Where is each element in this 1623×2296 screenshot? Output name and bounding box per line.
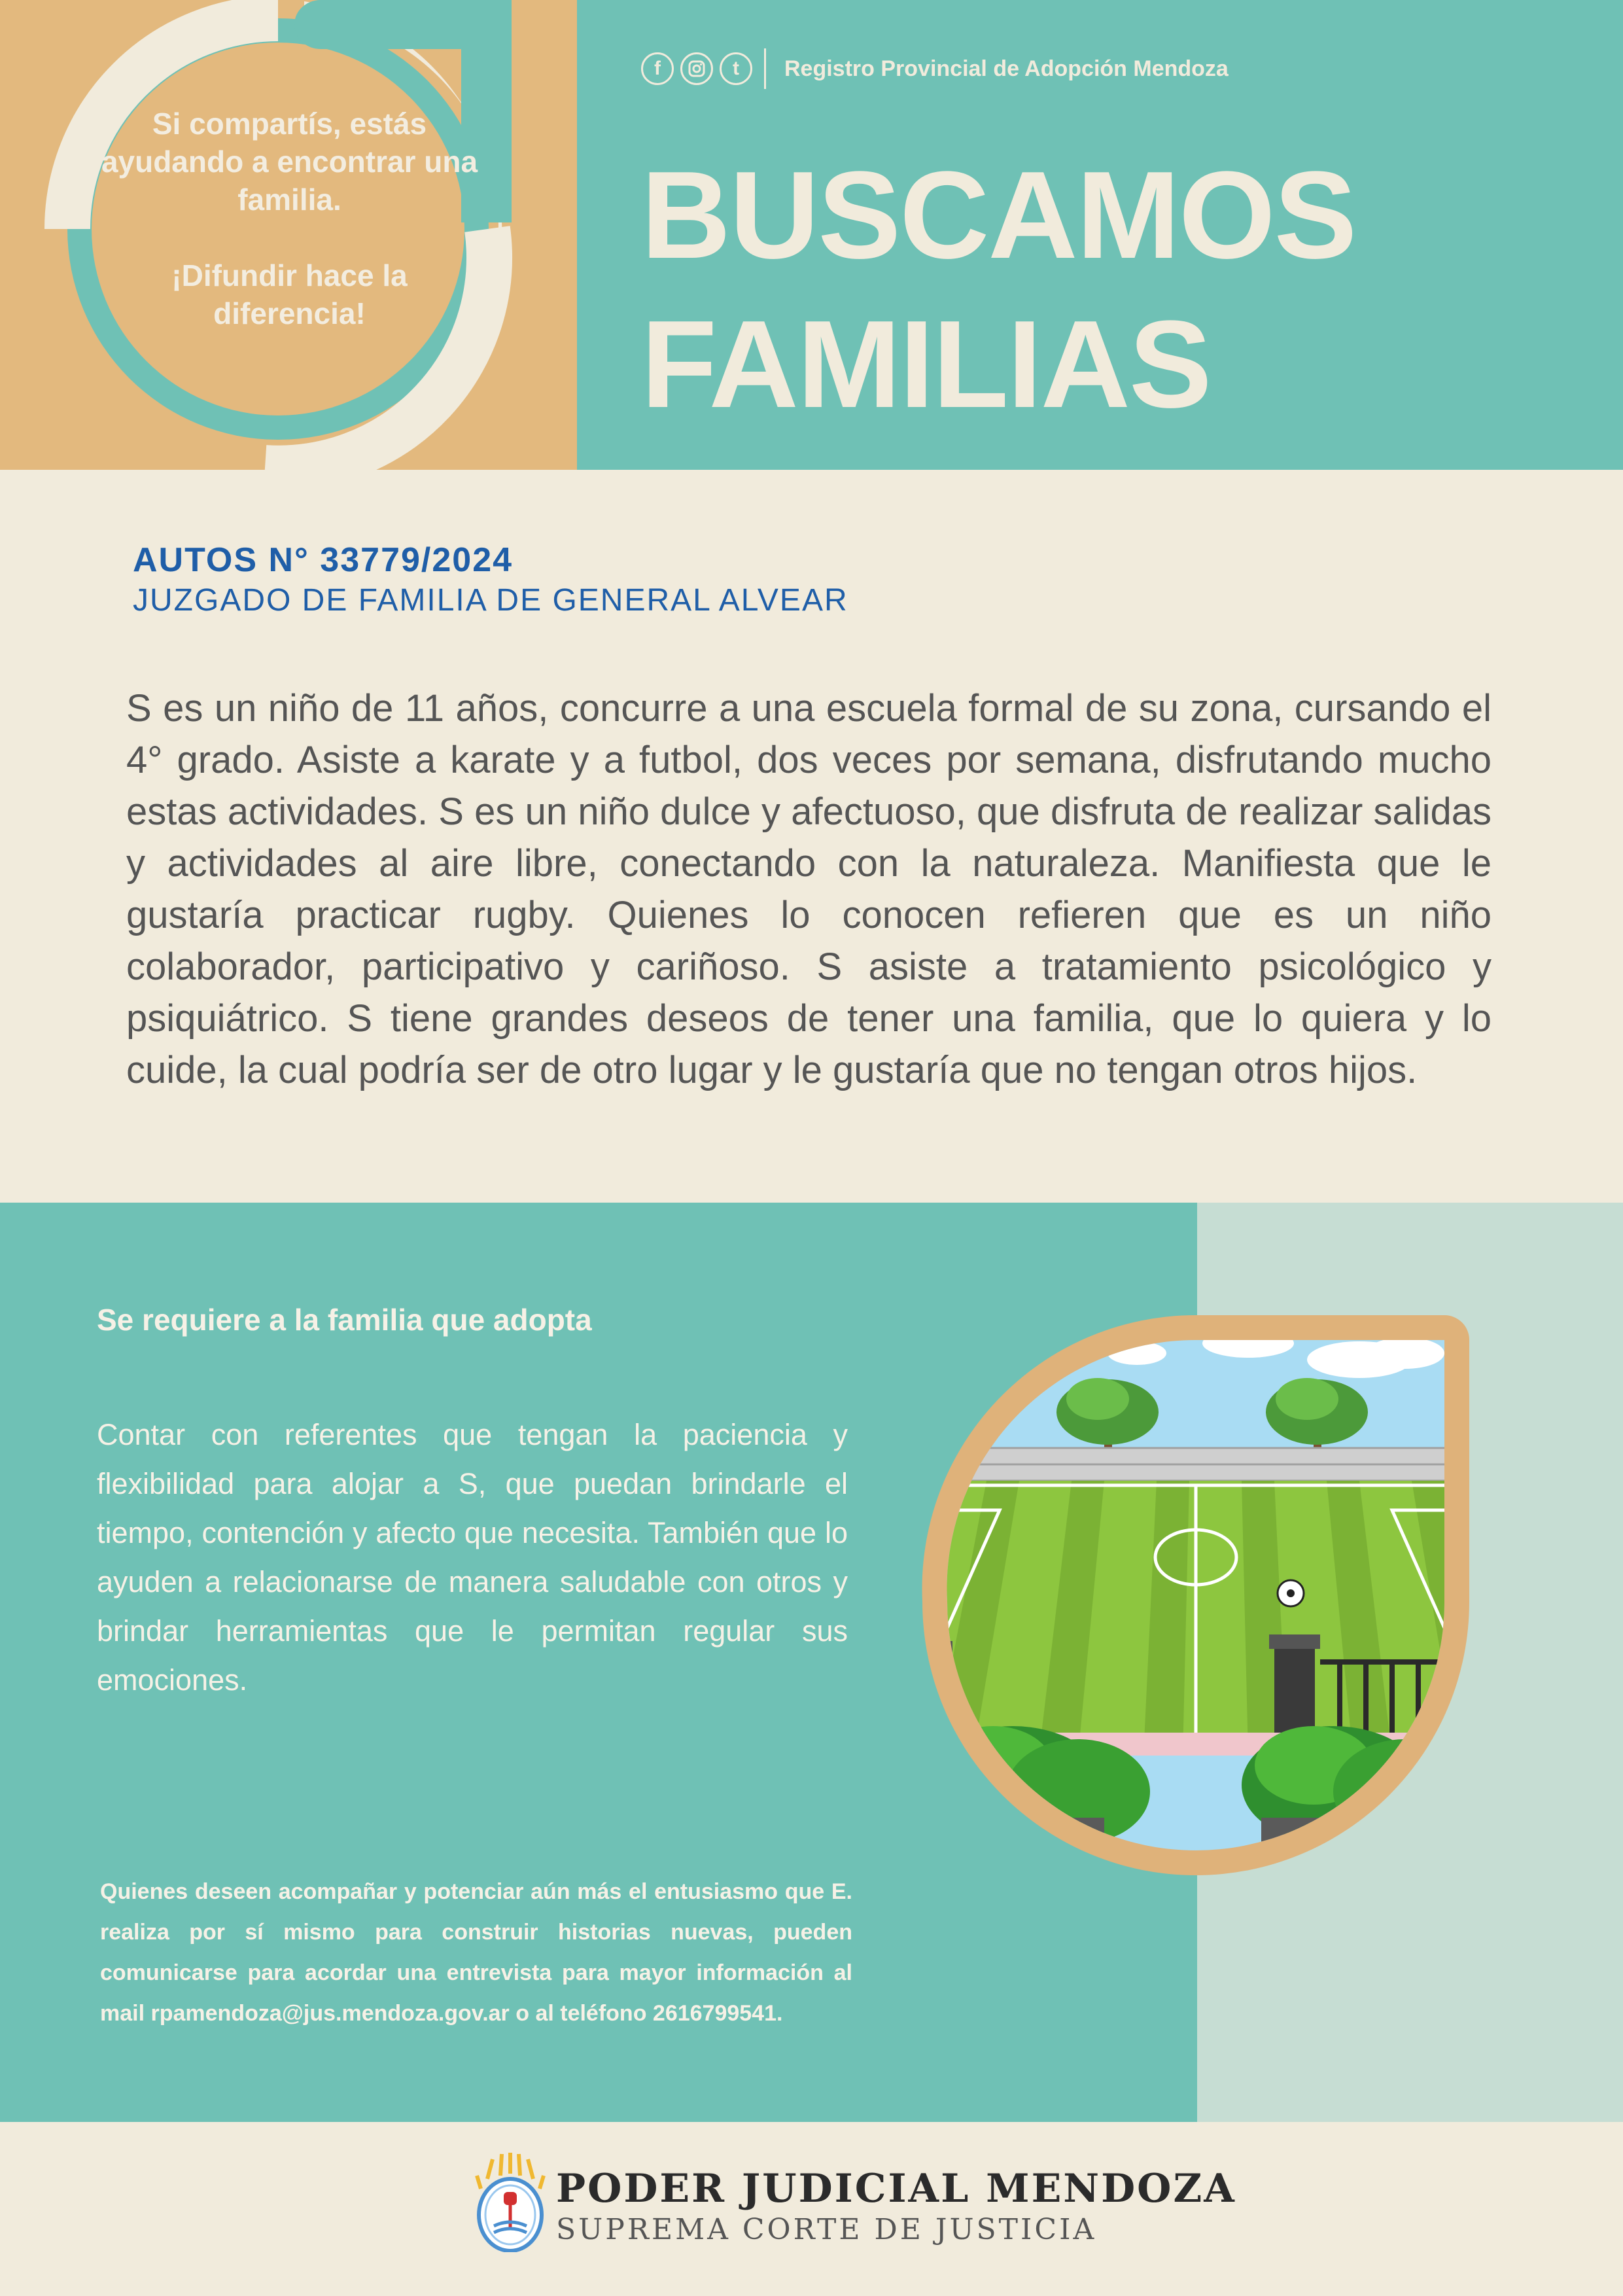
institution-name: PODER JUDICIAL MENDOZA [556, 2166, 1236, 2212]
requirements-body: Contar con referentes que tengan la paciencia y flexibilidad para alojar a S, que puedan brindarle el tiempo, contención y afecto que necesita. También que lo ayuden a relacionarse de manera saludable con otros y brindar herramientas que le permitan regular sus emociones. [97, 1418, 848, 1697]
soccer-field-illustration [908, 1314, 1484, 1890]
page-title [641, 141, 1355, 439]
child-description: S es un niño de 11 años, concurre a una escuela formal de su zona, cursando el 4° grado. Asiste a karate y a futbol, dos veces por semana, disfrutando mucho estas actividades. S es un niño dulce y afectuoso, que disfruta de realizar salidas y actividades al aire libre, conectando con la naturaleza. Manifiesta que le gustaría practicar rugby. Quienes lo conocen refieren que es un niño colaborador, participativo y cariñoso. S asiste a tratamiento psicológico y psiquiátrico. S tiene grandes deseos de tener una familia, que lo quiera y lo cuide, la cual podría ser de otro lugar y le gustaría que no tengan otros hijos. [126, 687, 1492, 1091]
share-message: Si compartís, estás ayudando a encontrar una familia. [101, 107, 478, 217]
poder-judicial-seal-icon [474, 2153, 546, 2252]
social-bar [641, 49, 1229, 88]
institution-subtitle: SUPREMA CORTE DE JUSTICIA [556, 2213, 1097, 2246]
tumblr-icon[interactable]: t [720, 52, 752, 85]
case-number: AUTOS N° 33779/2024 [133, 541, 514, 579]
instagram-icon[interactable] [680, 52, 713, 85]
share-cta: ¡Difundir hace la diferencia! [171, 258, 408, 330]
headline-line-2: FAMILIAS [641, 295, 1211, 434]
headline-line-1: BUSCAMOS [641, 146, 1356, 285]
contact-info: Quienes deseen acompañar y potenciar aún más el entusiasmo que E. realiza por sí mismo para construir historias nuevas, pueden comunicarse para acordar una entrevista para mayor información al mail rpamendoza@jus.mendoza.gov.ar o al teléfono 2616799541. [100, 1879, 852, 2026]
court-name: JUZGADO DE FAMILIA DE GENERAL ALVEAR [133, 583, 848, 618]
organization-name: Registro Provincial de Adopción Mendoza [784, 56, 1229, 81]
requirements-title: Se requiere a la familia que adopta [97, 1303, 592, 1337]
divider [764, 48, 766, 89]
institution-block [556, 2166, 1236, 2248]
share-message-block [92, 105, 487, 332]
facebook-icon[interactable]: f [641, 52, 674, 85]
